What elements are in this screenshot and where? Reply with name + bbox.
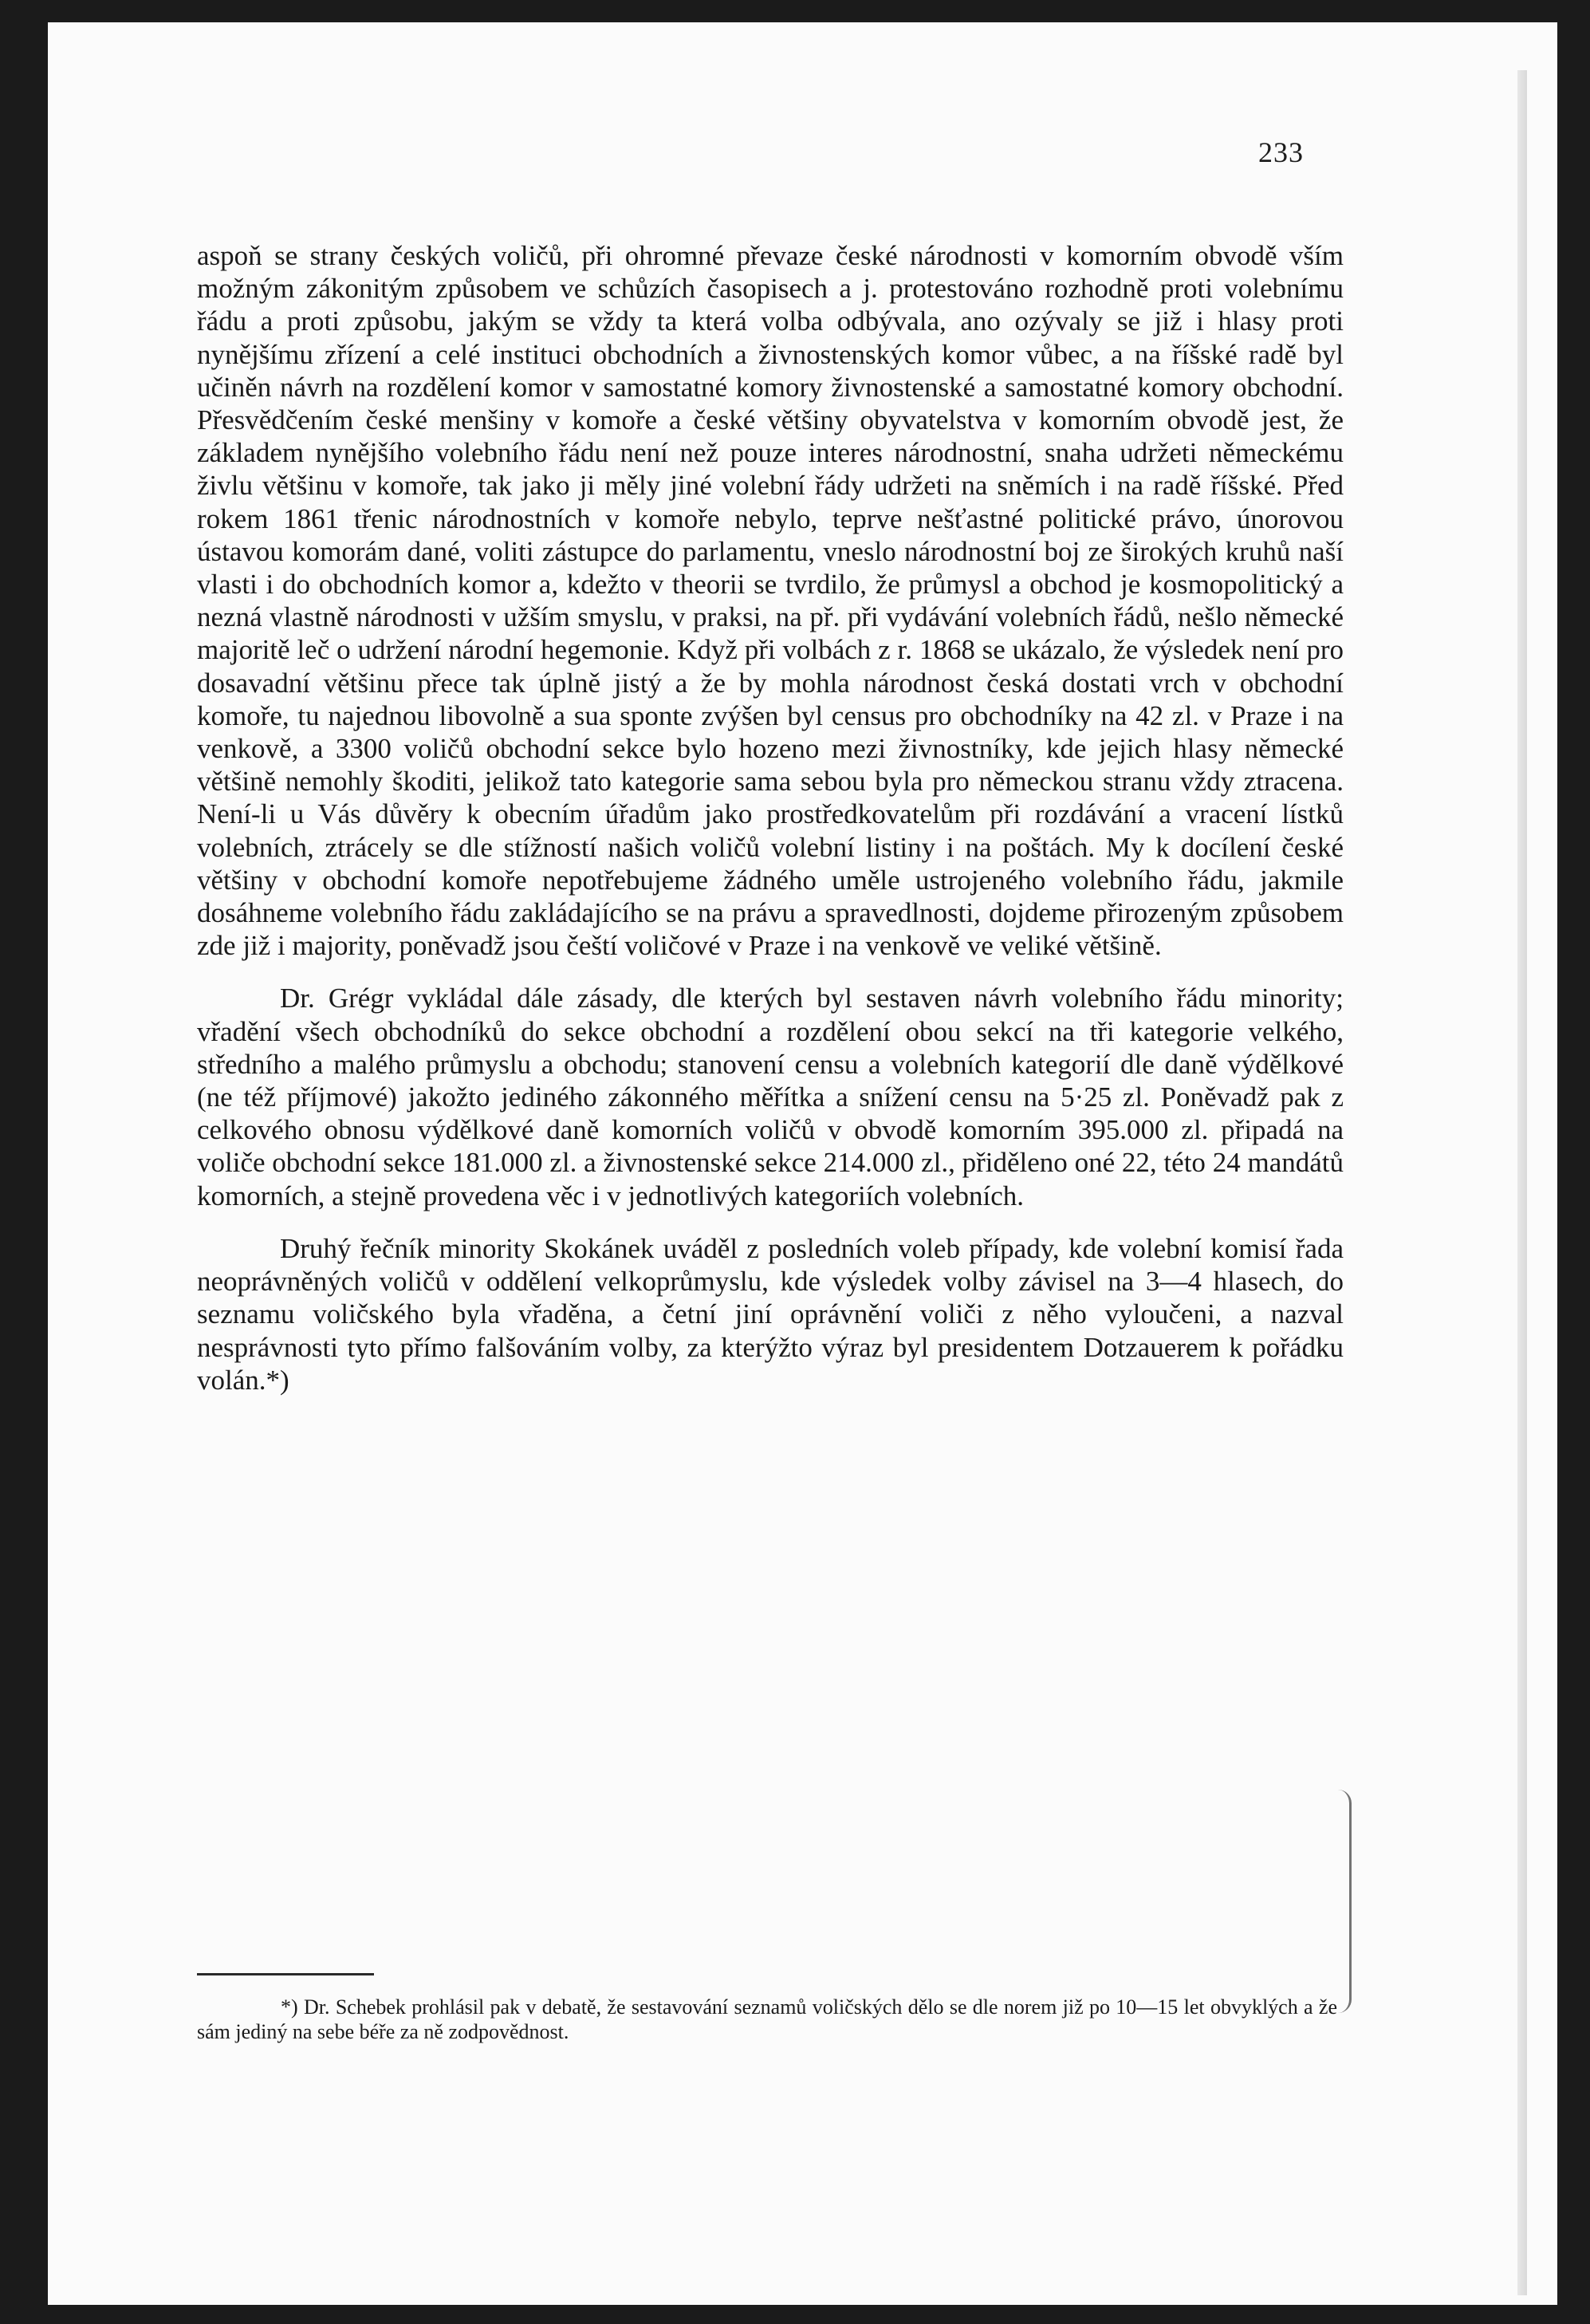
body-text (197, 239, 1344, 1396)
page-edge-shadow (1517, 70, 1527, 2295)
page-number: 233 (1258, 136, 1304, 168)
footnote-divider (197, 1973, 374, 1975)
paragraph-1: aspoň se strany českých voličů, při ohromné převaze české národnosti v komorním obvodě vším možným zákonitým způsobem ve schůzích časopisech a j. protestováno rozhodně proti volebnímu řádu a proti způsobu, jakým se vždy ta která volba odbývala, ano ozývaly se již i hlasy proti nynějšímu zřízení a celé instituci obchodních a živnostenských komor vůbec, a na říšské radě byl učiněn návrh na rozdělení komor v samostatné komory živnostenské a samostatné komory obchodní. Přesvědčením české menšiny v komoře a české většiny obyvatelstva v komorním obvodě jest, že základem nynějšího volebního řádu není než pouze interes národnostní, snaha udržeti německému živlu většinu v komoře, tak jako ji měly jiné volební řády udržeti na sněmích i na radě říšské. Před rokem 1861 třenic národnostních v komoře nebylo, teprve nešťastné politické právo, únorovou ústavou komorám dané, voliti zástupce do parlamentu, vneslo národnostní boj ze širokých kruhů naší vlasti i do obchodních komor a, kdežto v theorii se tvrdilo, že průmysl a obchod je kosmopolitický a nezná vlastně národnosti v užším smyslu, v praksi, na př. při vydávání volebních řádů, nešlo německé majoritě leč o udržení národní hegemonie. Když při volbách z r. 1868 se ukázalo, že výsledek není pro dosavadní většinu přece tak úplně jistý a že by mohla národnost česká dostati vrch v obchodní komoře, tu najednou libovolně a sua sponte zvýšen byl census pro obchodníky na 42 zl. v Praze i na venkově, a 3300 voličů obchodní sekce bylo hozeno mezi živnostníky, kde jejich hlasy německé většině nemohly škoditi, jelikož tato kategorie sama sebou byla pro německou stranu vždy ztracena. Není-li u Vás důvěry k obecním úřadům jako prostředkovatelům při rozdávání a vracení lístků volebních, ztrácely se dle stížností našich voličů volební listiny i na poštách. My k docílení české většiny v obchodní komoře nepotřebujeme žádného uměle ustrojeného volebního řádu, jakmile dosáhneme volebního řádu zakládajícího se na právu a spravedlnosti, dojdeme přirozeným způsobem zde již i majority, poněvadž jsou čeští voličové v Praze i na venkově ve veliké většině. (197, 240, 1344, 962)
scanned-page (48, 22, 1557, 2305)
paragraph-2: Dr. Grégr vykládal dále zásady, dle kterých byl sestaven návrh volebního řádu minority; vřadění všech obchodníků do sekce obchodní a rozdělení obou sekcí na tři kategorie velkého, středního a malého průmyslu a obchodu; stanovení censu a volebních kategorií dle daně výdělkové (ne též příjmové) jakožto jediného zákonného měřítka a snížení censu na 5·25 zl. Poněvadž pak z celkového obnosu výdělkové daně komorních voličů v obvodě komorním 395.000 zl. připadá na voliče obchodní sekce 181.000 zl. a živnostenské sekce 214.000 zl., přiděleno oné 22, této 24 mandátů komorních, a stejně provedena věc i v jednotlivých kategoriích volebních. (197, 983, 1344, 1211)
footnote: *) Dr. Schebek prohlásil pak v debatě, že sestavování seznamů voličských dělo se dle norem již po 10—15 let obvyklých a že sám jediný na sebe béře za ně zodpovědnost. (197, 1995, 1337, 2043)
paragraph-3: Druhý řečník minority Skokánek uváděl z posledních voleb případy, kde volební komisí řada neoprávněných voličů v oddělení velkoprůmyslu, kde výsledek volby závisel na 3—4 hlasech, do seznamu voličského byla vřaděna, a četní jiní oprávnění voliči z něho vyloučeni, a nazval nesprávnosti tyto přímo falšováním volby, za kterýžto výraz byl presidentem Dotzauerem k pořádku volán.*) (197, 1232, 1344, 1396)
margin-pencil-mark (1338, 1790, 1352, 2013)
